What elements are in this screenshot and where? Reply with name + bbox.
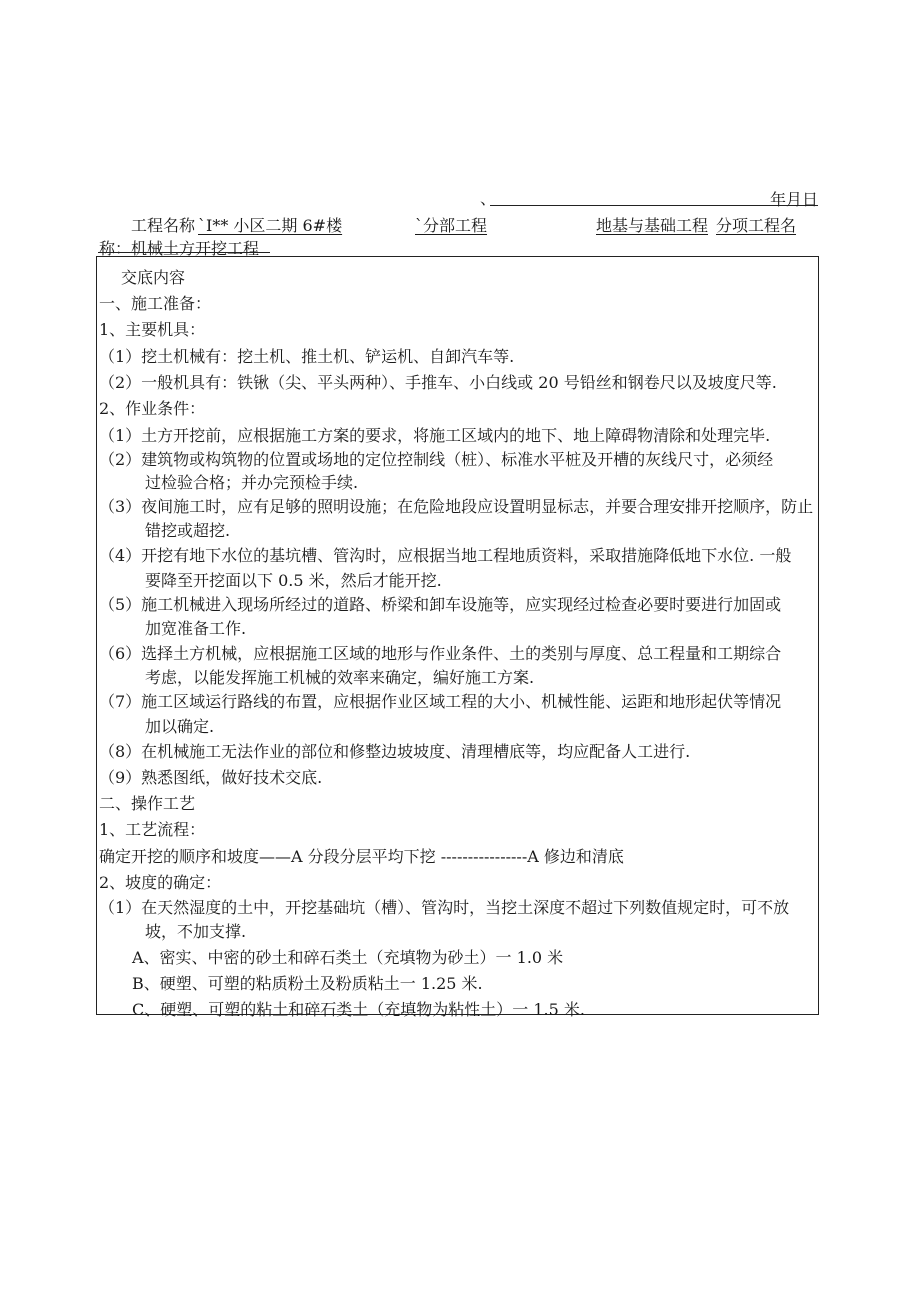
- item-underline: [98, 252, 270, 253]
- project-name: `I** 小区二期 6#楼: [198, 216, 343, 235]
- subsection-heading: 1、工艺流程：: [99, 820, 206, 839]
- list-item: （2）建筑物或构筑物的位置或场地的定位控制线（桩）、标准水平桩及开槽的灰线尺寸，必须经: [99, 450, 774, 469]
- list-item: （6）选择土方机械，应根据施工区域的地形与作业条件、土的类别与厚度、总工程量和工期综合: [99, 644, 782, 663]
- list-item: （4）开挖有地下水位的基坑槽、管沟时，应根据当地工程地质资料，采取措施降低地下水位. 一般: [99, 546, 792, 565]
- list-item: （2）一般机具有：铁锹（尖、平头两种）、手推车、小白线或 20 号铅丝和钢卷尺以及坡度尺等.: [99, 373, 777, 392]
- list-item: （8）在机械施工无法作业的部位和修整边坡坡度、清理槽底等，均应配备人工进行.: [99, 742, 691, 761]
- section-heading: 一、施工准备：: [99, 294, 212, 313]
- item-label: 分项工程名: [716, 216, 797, 235]
- process-flow: 确定开挖的顺序和坡度——A 分段分层平均下挖 ----------------A 修边和清底: [99, 847, 624, 866]
- list-item-cont: 考虑，以能发挥施工机械的效率来确定，编好施工方案.: [145, 668, 535, 687]
- project-label: 工程名称: [131, 216, 196, 235]
- subproject-name: 地基与基础工程: [596, 216, 709, 235]
- list-item-cont: 过检验合格；并办完预检手续.: [145, 473, 359, 492]
- briefing-title: 交底内容: [121, 268, 186, 287]
- list-item: （5）施工机械进入现场所经过的道路、桥梁和卸车设施等，应实现经过检查必要时要进行加固或: [99, 595, 782, 614]
- list-item-cont: 要降至开挖面以下 0.5 米，然后才能开挖.: [145, 571, 442, 590]
- date-underline: [490, 205, 818, 206]
- item-label-cont: 称：: [99, 239, 132, 258]
- list-item: （1）在天然湿度的土中，开挖基础坑（槽）、管沟时，当挖土深度不超过下列数值规定时，可不放: [99, 898, 790, 917]
- date-mark: 、: [480, 189, 497, 208]
- slope-rule: C、硬塑、可塑的粘土和碎石类土（充填物为粘性土）一 1.5 米.: [132, 1000, 585, 1019]
- list-item: （1）挖土机械有：挖土机、推土机、铲运机、自卸汽车等.: [99, 347, 515, 366]
- list-item: （1）土方开挖前，应根据施工方案的要求，将施工区域内的地下、地上障碍物清除和处理完毕.: [99, 426, 771, 445]
- briefing-box: [96, 256, 819, 1019]
- slope-rule: B、硬塑、可塑的粘质粉土及粉质粘土一 1.25 米.: [132, 974, 483, 993]
- subsection-heading: 1、主要机具：: [99, 320, 206, 339]
- section-heading: 二、操作工艺: [99, 794, 196, 813]
- item-name: 机械土方开挖工程: [131, 239, 260, 258]
- date-label: 年月日: [770, 190, 819, 209]
- list-item: （7）施工区域运行路线的布置，应根据作业区域工程的大小、机械性能、运距和地形起伏等情况: [99, 692, 782, 711]
- list-item-cont: 加宽准备工作.: [145, 619, 247, 638]
- subsection-heading: 2、作业条件：: [99, 399, 206, 418]
- list-item-cont: 坡，不加支撑.: [145, 922, 247, 941]
- subproject-label: `分部工程: [415, 216, 488, 235]
- list-item: （9）熟悉图纸，做好技术交底.: [99, 768, 323, 787]
- list-item-cont: 加以确定.: [145, 717, 215, 736]
- list-item: （3）夜间施工时，应有足够的照明设施；在危险地段应设置明显标志，并要合理安排开挖顺序，防止: [99, 497, 814, 516]
- subsection-heading: 2、坡度的确定：: [99, 873, 222, 892]
- list-item-cont: 错挖或超挖.: [145, 521, 231, 540]
- slope-rule: A、密实、中密的砂土和碎石类土（充填物为砂土）一 1.0 米: [132, 948, 564, 967]
